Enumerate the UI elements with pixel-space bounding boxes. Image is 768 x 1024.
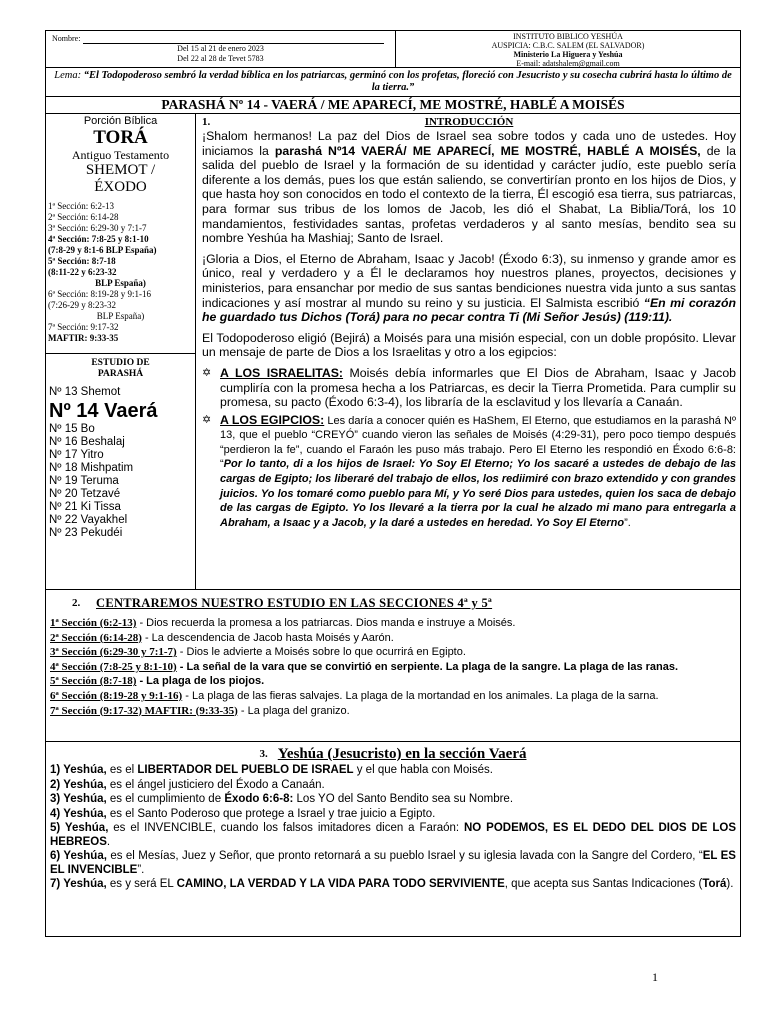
section-list xyxy=(48,201,193,344)
yeshua-number: 3. xyxy=(259,748,268,760)
parasha-item: Nº 18 Mishpatim xyxy=(49,462,134,474)
intro-number: 1. xyxy=(202,116,211,128)
yeshua-text: Los YO del Santo Bendito sea su Nombre. xyxy=(293,793,514,805)
intro-p1-text: ¡Shalom hermanos! La paz del Dios de Israel sea sobre todos y cada uno de ustedes. Hoy iniciamos la xyxy=(202,129,736,158)
yeshua-item xyxy=(50,779,736,793)
yeshua-text: es el INVENCIBLE, cuando los falsos imitadores dicen a Faraón: xyxy=(108,822,464,834)
header-left xyxy=(46,31,396,67)
exodo-label: ÉXODO xyxy=(94,179,147,195)
section-line xyxy=(50,675,736,688)
yeshua-label: 4) Yeshúa, xyxy=(50,807,107,820)
yeshua-item xyxy=(50,764,736,778)
section-line xyxy=(50,705,736,718)
section-line xyxy=(50,632,736,645)
yeshua-label: 6) Yeshúa, xyxy=(50,850,107,862)
israelites-heading: A LOS ISRAELITAS: xyxy=(220,365,344,380)
estudio-heading xyxy=(49,358,192,380)
yeshua-box xyxy=(45,742,741,937)
sections-heading xyxy=(72,596,736,611)
sections-title: CENTRAREMOS NUESTRO ESTUDIO EN LAS SECCIONES 4ª y 5ª xyxy=(96,596,493,610)
intro-p1-bold: parashá Nº14 VAERÁ/ ME APARECÍ, ME MOSTRÉ, HABLÉ A MOISÉS, xyxy=(274,143,701,158)
yeshua-bold: LIBERTADOR DEL PUEBLO DE ISRAEL xyxy=(137,764,354,776)
at-label: Antiguo Testamento xyxy=(71,148,170,162)
egyptians-heading: A LOS EGIPCIOS: xyxy=(220,412,325,427)
date-hebrew: Del 22 al 28 de Tevet 5783 xyxy=(177,54,264,63)
intro-p1-rest: de la salida del pueblo de Israel y la formación de su identidad y carácter judío, este pueblo sería diferente a los demás, pues los que están saliendo, se convertirían pronto en los hijos de Dios, y que hasta hoy son conocidos en todo el contexto de la tierra, Él escogió esa tierra, sus patriarcas, para formar sus tribus de los lomos de Jacob, les dió el Shabat, La Biblia/Torá, los 10 mandamientos, festividades santas, profetas verdaderos y al santo mesías, bendito sea su nombre Yeshúa ha Mashiaj; Santo de Israel. xyxy=(202,143,736,246)
yeshua-item xyxy=(50,878,736,892)
section-ref: 4ª Sección (7:8-25 y 8:1-10) xyxy=(50,660,177,673)
sections-box xyxy=(45,590,741,742)
name-row xyxy=(52,34,389,44)
section-ref: 1ª Sección (6:2-13) xyxy=(50,617,137,629)
section-line xyxy=(50,646,736,659)
section-desc: - Dios recuerda la promesa a los patriarcas. Dios manda e instruye a Moisés. xyxy=(136,617,516,629)
yeshua-title: Yeshúa (Jesucristo) en la sección Vaerá xyxy=(277,746,527,762)
yeshua-text: es el xyxy=(106,764,138,776)
egyptians-close: ”. xyxy=(624,516,631,529)
section-item: 1ª Sección: 6:2-13 xyxy=(48,201,114,211)
yeshua-label: 2) Yeshúa, xyxy=(50,778,107,791)
yeshua-text: ”. xyxy=(137,863,145,876)
parasha-item: Nº 16 Beshalaj xyxy=(49,436,125,448)
intro-p2-quote: “En mi corazón he guardado tus Dichos (Torá) para no pecar contra Ti (Mi Señor Jesús) (119:11). xyxy=(202,295,736,325)
yeshua-text: es y será EL xyxy=(106,878,177,890)
porcion-label: Porción Bíblica xyxy=(83,115,158,127)
section-item: BLP España) xyxy=(96,311,145,321)
yeshua-bold: EL ES EL INVENCIBLE xyxy=(50,850,736,876)
email-line: E-mail: adatshalem@gmail.com xyxy=(516,59,620,68)
yeshua-item xyxy=(50,850,736,877)
section-item: 5ª Sección: 8:7-18 xyxy=(48,256,116,266)
yeshua-item xyxy=(50,822,736,849)
lema-quote: “El Todopoderoso sembró la verdad bíblica en los patriarcas, germinó con los profetas, floreció con Jesucristo y su cosecha cubrirá hasta lo último de la tierra.” xyxy=(83,70,732,93)
section-line xyxy=(50,690,736,703)
parasha-item: Nº 15 Bo xyxy=(49,423,95,435)
intro-column xyxy=(196,114,740,589)
intro-paragraph-2 xyxy=(202,252,736,325)
section-desc: - La plaga de las fieras salvajes. La plaga de la mortandad en los animales. La plaga de la sarna. xyxy=(182,689,659,702)
lema-box xyxy=(45,68,741,97)
parasha-item: Nº 17 Yitro xyxy=(49,449,104,461)
section-item: MAFTIR: 9:33-35 xyxy=(48,333,119,343)
yeshua-text: es el Mesías, Juez y Señor, que pronto retornará a su pueblo Israel y su iglesia lavada con la Sangre del Cordero, “ xyxy=(106,850,703,862)
sidebar xyxy=(46,114,196,589)
yeshua-text: , que acepta sus Santas Indicaciones ( xyxy=(504,878,703,890)
section-item: 6ª Sección: 8:19-28 y 9:1-16 xyxy=(48,289,151,299)
section-item: 4ª Sección: 7:8-25 y 8:1-10 xyxy=(48,234,149,244)
section-desc: - Dios le advierte a Moisés sobre lo que ocurrirá en Egipto. xyxy=(176,646,466,659)
yeshua-bold: Éxodo 6:6-8: xyxy=(224,793,294,805)
intro-title: INTRODUCCIÓN xyxy=(424,116,514,128)
header-right xyxy=(396,31,740,67)
section-ref: 6ª Sección (8:19-28 y 9:1-16) xyxy=(50,689,183,702)
yeshua-text: ). xyxy=(726,878,734,890)
intro-paragraph-1 xyxy=(202,129,736,246)
main-block xyxy=(45,114,741,590)
page-number: 1 xyxy=(652,970,658,984)
yeshua-label: 5) Yeshúa, xyxy=(50,822,109,834)
parasha-item: Nº 21 Ki Tissa xyxy=(49,501,121,513)
yeshua-text: y el que habla con Moisés. xyxy=(353,764,493,776)
egyptians-quote: Por lo tanto, di a los hijos de Israel: Yo Soy El Eterno; Yo los sacaré a ustedes de debajo de las cargas de Egipto; los liberaré del trabajo de ellos, los rediimiré con brazo extendido y con grandes juicios. Yo los tomaré como pueblo para Mí, y Yo seré Dios para ustedes, quien los saca de debajo de las cargas de Egipto. Yo los llevaré a la tierra por la cual he alzado mi mano para entregarla a Abraham, a Isaac y a Jacob, y la daré a ustedes en heredad. Yo Soy El Eterno xyxy=(220,458,736,529)
section-desc: - La plaga del granizo. xyxy=(237,704,350,717)
name-line xyxy=(83,36,384,44)
yeshua-text: es el ángel justiciero del Éxodo a Canaán. xyxy=(106,778,325,791)
shemot-label: SHEMOT / xyxy=(85,162,156,178)
parasha-item: Nº 13 Shemot xyxy=(49,386,121,398)
egyptians-text xyxy=(220,413,736,530)
section-item: 2ª Sección: 6:14-28 xyxy=(48,212,119,222)
section-ref: 2ª Sección (6:14-28) xyxy=(50,631,142,644)
section-desc: - La plaga de los piojos. xyxy=(136,675,265,688)
parasha-item: Nº 23 Pekudéi xyxy=(49,527,123,539)
intro-paragraph-3: El Todopoderoso eligió (Bejirá) a Moisés para una misión especial, con un doble propósito. Llevar un mensaje de parte de Dios a los Israelitas y otro a los egipcios: xyxy=(202,330,736,360)
israelites-item xyxy=(202,366,736,410)
parasha-item: Nº 20 Tetzavé xyxy=(49,488,121,500)
lema-label: Lema: xyxy=(54,70,82,81)
section-line xyxy=(50,661,736,674)
date-gregorian: Del 15 al 21 de enero 2023 xyxy=(177,44,264,53)
yeshua-label: 7) Yeshúa, xyxy=(50,878,107,890)
name-label: Nombre: xyxy=(52,34,81,43)
yeshua-text: es el cumplimiento de xyxy=(106,793,225,805)
yeshua-bold: CAMINO, LA VERDAD Y LA VIDA PARA TODO SERVIVIENTE xyxy=(176,878,505,890)
yeshua-bold: Torá xyxy=(702,878,727,890)
yeshua-label: 1) Yeshúa, xyxy=(50,764,107,776)
parasha-item: Nº 19 Teruma xyxy=(49,475,119,487)
israelites-text xyxy=(220,366,736,410)
section-ref: 3ª Sección (6:29-30 y 7:1-7) xyxy=(50,646,177,659)
estudio-line2: PARASHÁ xyxy=(97,369,144,379)
section-desc: - La descendencia de Jacob hasta Moisés y Aarón. xyxy=(141,631,394,644)
sponsor-line: AUSPICIA: C.B.C. SALEM (EL SALVADOR) xyxy=(491,41,645,50)
parasha-title: PARASHÁ Nº 14 - VAERÁ / ME APARECÍ, ME MOSTRÉ, HABLÉ A MOISÉS xyxy=(45,97,741,114)
document-page xyxy=(45,30,741,937)
israelites-body: Moisés debía informarles que El Dios de Abraham, Isaac y Jacob cumpliría con la promesa hecha a los Patriarcas, es decir la Tierra Prometida. Para cumplir su promesa, su pacto (Éxodo 6:3-4), los libraría de la esclavitud y los llevaría a Canaán. xyxy=(220,365,736,410)
yeshua-label: 3) Yeshúa, xyxy=(50,793,107,805)
header-box xyxy=(45,30,741,68)
section-ref: 5ª Sección (8:7-18) xyxy=(50,675,137,688)
sections-number: 2. xyxy=(72,597,81,609)
yeshua-item xyxy=(50,793,736,807)
section-item: (7:26-29 y 8:23-32 xyxy=(48,300,116,310)
section-item: (7:8-29 y 8:1-6 BLP España) xyxy=(48,245,157,255)
parasha-list xyxy=(49,386,192,540)
section-item: (8:11-22 y 6:23-32 xyxy=(48,267,117,277)
estudio-line1: ESTUDIO DE xyxy=(91,358,150,368)
parasha-item-current: Nº 14 Vaerá xyxy=(49,400,158,422)
yeshua-item xyxy=(50,808,736,822)
sidebar-portion xyxy=(46,114,195,354)
ministry-line: Ministerio La Higuera y Yeshúa xyxy=(513,50,623,59)
section-item: 7ª Sección: 9:17-32 xyxy=(48,322,119,332)
institute-name: INSTITUTO BIBLICO YESHÚA xyxy=(513,32,623,41)
yeshua-heading xyxy=(50,746,736,762)
star-of-david-icon: ✡ xyxy=(202,413,212,426)
section-item: BLP España) xyxy=(95,278,146,288)
parasha-item: Nº 22 Vayakhel xyxy=(49,514,128,526)
intro-heading xyxy=(202,116,736,128)
section-item: 3ª Sección: 6:29-30 y 7:1-7 xyxy=(48,223,147,233)
section-line xyxy=(50,617,736,630)
yeshua-bold: NO PODEMOS, ES EL DEDO DEL DIOS DE LOS HEBREOS xyxy=(50,822,736,848)
intro-p2-text: ¡Gloria a Dios, el Eterno de Abraham, Isaac y Jacob! (Éxodo 6:3), su inmenso y grande amor es único, real y verdadero y a Él le declaramos hoy nuestros planes, proyectos, decisiones y ministerios, para ensanchar por medio de sus santas bendiciones nuestra vida junto a sus santas indicaciones y así mostrar al mundo su reino y su justicia. El Salmista escribió xyxy=(202,251,736,310)
egyptians-item xyxy=(202,413,736,530)
sidebar-study xyxy=(46,354,195,540)
yeshua-text: . xyxy=(106,835,111,848)
star-of-david-icon: ✡ xyxy=(202,366,212,379)
yeshua-text: es el Santo Poderoso que protege a Israel y trae juicio a Egipto. xyxy=(106,807,436,820)
section-desc: - La señal de la vara que se convirtió en serpiente. La plaga de la sangre. La plaga de las ranas. xyxy=(176,660,679,673)
section-ref: 7ª Sección (9:17-32) MAFTIR: (9:33-35) xyxy=(50,704,238,717)
tora-label: TORÁ xyxy=(93,127,148,148)
egyptians-body: Les daría a conocer quién es HaShem, El Eterno, que estudiamos en la parashá Nº 13, que el pueblo “CREYÓ” cuando vieron las señales de Moisés (4:29-31), pero poco tiempo después “perdieron la fe”, cuando el Faraón les puso más trabajo. Pero El Eterno les respondió en Éxodo 6:6-8: “ xyxy=(220,414,736,471)
